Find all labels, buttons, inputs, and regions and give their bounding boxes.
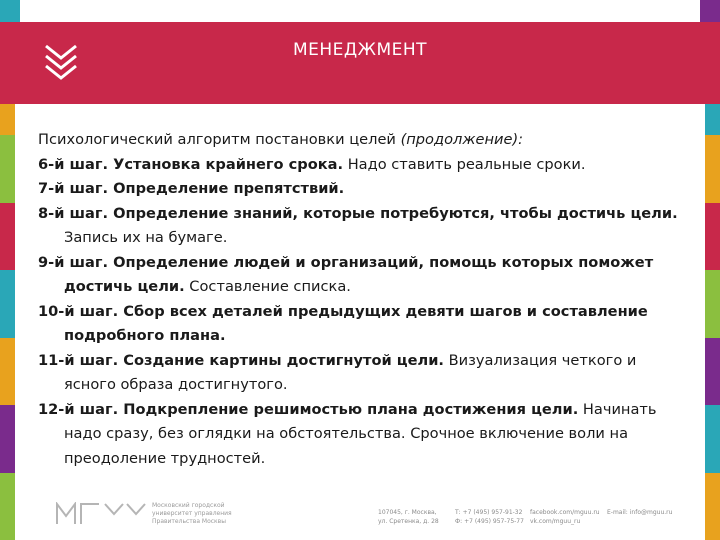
strip-segment — [705, 270, 720, 338]
step-heading: 11-й шаг. Создание картины достигнутой цели. — [38, 351, 444, 369]
step-detail: Надо ставить реальные сроки. — [343, 155, 586, 173]
footer-email: E-mail: info@mguu.ru — [607, 509, 673, 516]
strip-segment — [705, 135, 720, 203]
strip-segment — [0, 338, 15, 406]
header-band — [0, 22, 720, 104]
step-item — [38, 398, 688, 472]
step-heading: 6-й шаг. Установка крайнего срока. — [38, 155, 344, 173]
steps-list — [38, 153, 688, 472]
logo-caption: Московский городской университет управления Правительства Москвы — [152, 502, 232, 525]
step-item — [38, 349, 688, 398]
slide-body — [38, 128, 688, 471]
step-detail: Визуализация четкого и ясного образа достигнутого. — [64, 351, 637, 393]
strip-segment — [0, 270, 15, 338]
step-detail: Начинать надо сразу, без оглядки на обстоятельства. Срочное включение воли на преодоление трудностей. — [64, 400, 657, 467]
strip-segment — [0, 405, 15, 473]
step-item — [38, 153, 688, 178]
step-heading: 7-й шаг. Определение препятствий. — [38, 180, 345, 197]
strip-segment — [705, 203, 720, 271]
step-item — [38, 300, 688, 349]
footer — [0, 496, 720, 540]
intro-sub-text: (продолжение): — [400, 131, 524, 148]
step-heading: 12-й шаг. Подкрепление решимостью плана достижения цели. — [38, 400, 579, 418]
top-right-corner-block — [700, 0, 720, 22]
step-item — [38, 177, 688, 202]
intro-main-text: Психологический алгоритм постановки целей — [38, 131, 401, 148]
university-logo — [55, 502, 147, 526]
footer-social: facebook.com/mguu.ru vk.com/mguu_ru — [530, 509, 600, 525]
strip-segment — [705, 338, 720, 406]
strip-segment — [0, 135, 15, 203]
step-detail: Запись их на бумаге. — [64, 229, 228, 246]
top-left-corner-block — [0, 0, 20, 22]
step-detail: Составление списка. — [184, 278, 351, 295]
strip-segment — [705, 405, 720, 473]
strip-segment — [0, 203, 15, 271]
footer-address: 107045, г. Москва, ул. Сретенка, д. 28 — [378, 509, 439, 525]
intro-line — [38, 128, 688, 153]
step-heading: 10-й шаг. Сбор всех деталей предыдущих девяти шагов и составление подробного плана. — [38, 302, 648, 344]
step-item — [38, 202, 688, 251]
footer-phone: Т: +7 (495) 957-91-32 Ф: +7 (495) 957-75-77 — [455, 509, 524, 525]
slide-title: МЕНЕДЖМЕНТ — [292, 40, 428, 60]
step-heading: 8-й шаг. Определение знаний, которые потребуются, чтобы достичь цели. — [38, 204, 678, 222]
step-item — [38, 251, 688, 300]
step-heading: 9-й шаг. Определение людей и организаций, помощь которых поможет достичь цели. — [38, 253, 654, 295]
